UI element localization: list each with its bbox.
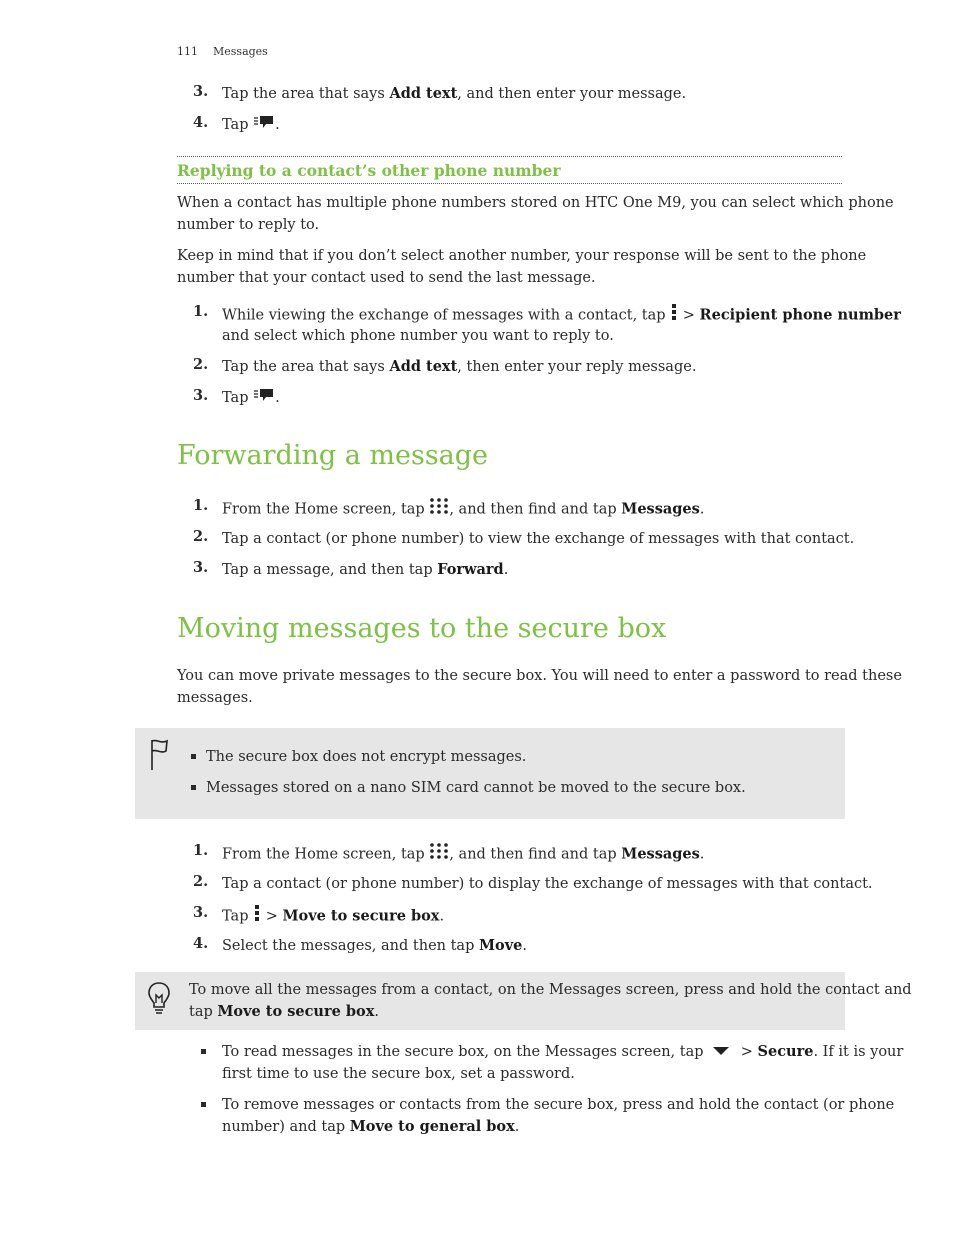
bullet-text: To remove messages or contacts from the secure box, press and hold the contact (or phone [222,1097,895,1113]
step-number: 1. [193,303,209,320]
step-text: Tap a contact (or phone number) to display the exchange of messages with that contact. [222,876,873,892]
bullet-text: To read messages in the secure box, on the Messages screen, tap > Secure. If it is your [222,1041,903,1063]
tip-box [135,972,912,1030]
paragraph-line: number that your contact used to send the last message. [177,270,596,286]
step-text: Select the messages, and then tap Move. [222,937,527,954]
overflow-menu-icon [253,904,261,929]
section-heading: Moving messages to the secure box [177,613,667,644]
step-number: 2. [193,873,209,890]
step-text: From the Home screen, tap , and then find and tap Messages. [222,842,704,867]
tip-text-line: tap Move to secure box. [189,1003,379,1020]
section-rule-bottom [177,183,842,184]
step-number: 4. [193,114,209,131]
send-message-icon [253,387,275,409]
flag-icon [148,738,170,776]
subsection-heading: Replying to a contact’s other phone number [177,161,561,180]
running-header-section: Messages [213,45,268,58]
section-heading: Forwarding a message [177,440,489,471]
dropdown-arrow-icon [712,1041,730,1063]
step-number: 1. [193,842,209,859]
step-text: Tap the area that says Add text, and then enter your message. [222,85,687,102]
bullet-text-continued: number) and tap Move to general box. [222,1118,520,1135]
step-number: 3. [193,83,209,100]
section-rule-top [177,156,842,157]
step-number: 3. [193,559,209,576]
step-number: 2. [193,528,209,545]
bullet [201,1049,206,1054]
paragraph-line: messages. [177,690,253,706]
step-number: 2. [193,356,209,373]
bullet [201,1102,206,1107]
paragraph-line: Keep in mind that if you don’t select another number, your response will be sent to the phone [177,248,867,264]
step-text: Tap > Move to secure box. [222,904,444,929]
lightbulb-icon [147,981,171,1019]
tip-text-line: To move all the messages from a contact, on the Messages screen, press and hold the contact and [189,982,912,998]
note-item: The secure box does not encrypt messages. [206,749,527,765]
paragraph-line: number to reply to. [177,217,320,233]
app-grid-icon [429,497,449,522]
bullet-text-continued: first time to use the secure box, set a password. [222,1066,575,1082]
step-number: 4. [193,935,209,952]
note-box [135,728,845,819]
step-text-continued: and select which phone number you want to reply to. [222,328,614,344]
step-text: Tap a contact (or phone number) to view the exchange of messages with that contact. [222,531,855,547]
step-text: Tap . [222,114,280,136]
app-grid-icon [429,842,449,867]
page-number: 111 [177,45,198,58]
paragraph-line: You can move private messages to the secure box. You will need to enter a password to read these [177,668,902,684]
send-message-icon [253,114,275,136]
step-number: 1. [193,497,209,514]
step-number: 3. [193,904,209,921]
overflow-menu-icon [670,303,678,328]
note-item: Messages stored on a nano SIM card cannot be moved to the secure box. [206,780,746,796]
bullet [191,785,196,790]
step-number: 3. [193,387,209,404]
paragraph-line: When a contact has multiple phone numbers stored on HTC One M9, you can select which phone [177,195,894,211]
bullet [191,754,196,759]
step-text: While viewing the exchange of messages with a contact, tap > Recipient phone number [222,303,901,328]
step-text: From the Home screen, tap , and then find and tap Messages. [222,497,704,522]
step-text: Tap a message, and then tap Forward. [222,561,509,578]
step-text: Tap the area that says Add text, then enter your reply message. [222,358,697,375]
step-text: Tap . [222,387,280,409]
